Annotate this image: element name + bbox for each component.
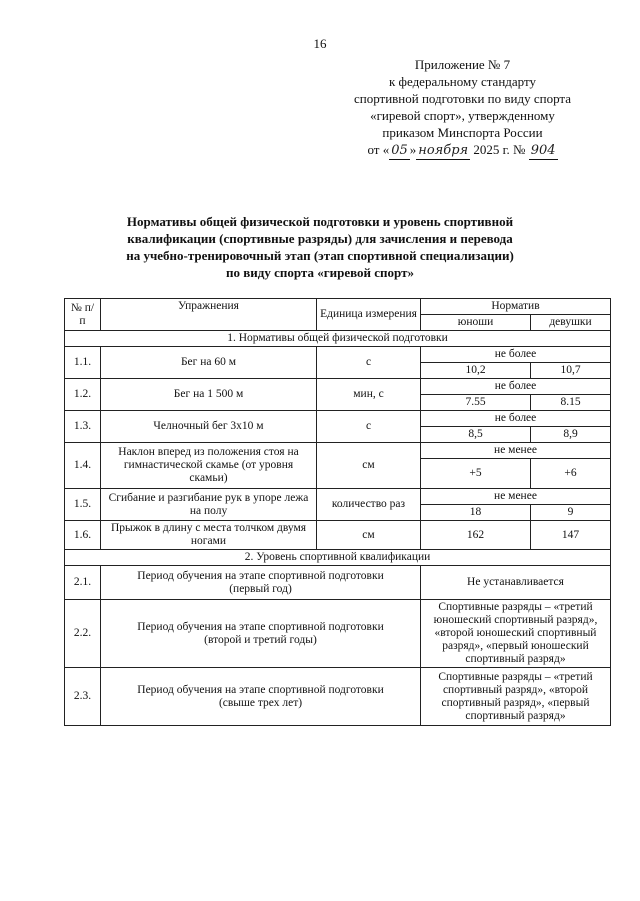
table-row bbox=[65, 489, 611, 505]
row-num: 1.1. bbox=[65, 347, 101, 379]
row-unit: с bbox=[317, 347, 421, 379]
row-num: 1.2. bbox=[65, 379, 101, 411]
section-row bbox=[65, 331, 611, 347]
header-norm: Норматив bbox=[421, 299, 611, 315]
table-row bbox=[65, 566, 611, 600]
header-exercise: Упражнения bbox=[101, 299, 317, 331]
row-exercise: Сгибание и разгибание рук в упоре лежа на полу bbox=[101, 489, 317, 521]
row-exercise: Бег на 60 м bbox=[101, 347, 317, 379]
row-girls: 8,9 bbox=[531, 427, 611, 443]
row-qualification: Спортивные разряды – «третий спортивный разряд», «второй спортивный разряд», «первый спортивный разряд» bbox=[421, 668, 611, 726]
row-num: 1.3. bbox=[65, 411, 101, 443]
norms-table bbox=[64, 298, 611, 726]
row-condition: не более bbox=[421, 379, 611, 395]
row-unit: мин, с bbox=[317, 379, 421, 411]
table-row bbox=[65, 379, 611, 395]
row-boys: 7.55 bbox=[421, 395, 531, 411]
appendix-line: «гиревой спорт», утвержденному bbox=[370, 108, 555, 123]
appendix-line: к федеральному стандарту bbox=[388, 74, 537, 89]
row-boys: +5 bbox=[421, 459, 531, 489]
row-qualification: Не устанавливается bbox=[421, 566, 611, 600]
date-mid: » bbox=[409, 142, 417, 157]
title-line: квалификации (спортивные разряды) для зачисления и перевода bbox=[127, 231, 513, 246]
header-girls: девушки bbox=[531, 315, 611, 331]
row-period: Период обучения на этапе спортивной подготовки (второй и третий годы) bbox=[101, 600, 421, 668]
table-row bbox=[65, 411, 611, 427]
section-title: 1. Нормативы общей физической подготовки bbox=[65, 331, 611, 347]
title-line: Нормативы общей физической подготовки и уровень спортивной bbox=[126, 214, 514, 229]
section-title: 2. Уровень спортивной квалификации bbox=[65, 550, 611, 566]
row-girls: +6 bbox=[531, 459, 611, 489]
row-unit: с bbox=[317, 411, 421, 443]
appendix-block bbox=[330, 56, 595, 160]
row-num: 1.5. bbox=[65, 489, 101, 521]
row-boys: 162 bbox=[421, 521, 531, 550]
row-exercise: Наклон вперед из положения стоя на гимнастической скамье (от уровня скамьи) bbox=[101, 443, 317, 489]
header-unit: Единица измерения bbox=[317, 299, 421, 331]
header-num: № п/п bbox=[65, 299, 101, 331]
row-boys: 10,2 bbox=[421, 363, 531, 379]
title-line: на учебно-тренировочный этап (этап спортивной специализации) bbox=[126, 248, 514, 263]
row-num: 2.3. bbox=[65, 668, 101, 726]
page-number: 16 bbox=[313, 36, 327, 51]
row-boys: 18 bbox=[421, 505, 531, 521]
appendix-line: приказом Минспорта России bbox=[382, 125, 543, 140]
row-unit: количество раз bbox=[317, 489, 421, 521]
row-boys: 8,5 bbox=[421, 427, 531, 443]
row-girls: 9 bbox=[531, 505, 611, 521]
appendix-line: Приложение № 7 bbox=[414, 57, 511, 72]
row-exercise: Бег на 1 500 м bbox=[101, 379, 317, 411]
date-year: 2025 г. № bbox=[473, 142, 526, 157]
row-period: Период обучения на этапе спортивной подготовки (первый год) bbox=[101, 566, 421, 600]
row-num: 1.4. bbox=[65, 443, 101, 489]
handwritten-day: 05 bbox=[391, 143, 408, 158]
table-row bbox=[65, 668, 611, 726]
row-condition: не менее bbox=[421, 443, 611, 459]
row-condition: не более bbox=[421, 411, 611, 427]
handwritten-number: 904 bbox=[530, 143, 556, 158]
row-girls: 8.15 bbox=[531, 395, 611, 411]
row-girls: 10,7 bbox=[531, 363, 611, 379]
table-row bbox=[65, 600, 611, 668]
section-row bbox=[65, 550, 611, 566]
row-period: Период обучения на этапе спортивной подготовки (свыше трех лет) bbox=[101, 668, 421, 726]
row-num: 2.1. bbox=[65, 566, 101, 600]
row-num: 2.2. bbox=[65, 600, 101, 668]
header-boys: юноши bbox=[421, 315, 531, 331]
table-header-row bbox=[65, 299, 611, 315]
row-condition: не менее bbox=[421, 489, 611, 505]
document-title bbox=[80, 213, 560, 281]
title-line: по виду спорта «гиревой спорт» bbox=[226, 265, 414, 280]
row-num: 1.6. bbox=[65, 521, 101, 550]
row-unit: см bbox=[317, 443, 421, 489]
appendix-line: спортивной подготовки по виду спорта bbox=[353, 91, 572, 106]
row-qualification: Спортивные разряды – «третий юношеский спортивный разряд», «второй юношеский спортивный разряд», «первый юношеский спортивный разряд» bbox=[421, 600, 611, 668]
table-row bbox=[65, 347, 611, 363]
row-exercise: Прыжок в длину с места толчком двумя ногами bbox=[101, 521, 317, 550]
handwritten-month: ноября bbox=[418, 143, 469, 158]
row-unit: см bbox=[317, 521, 421, 550]
table-row bbox=[65, 443, 611, 459]
date-prefix: от « bbox=[367, 142, 390, 157]
order-date-line bbox=[330, 141, 595, 160]
row-condition: не более bbox=[421, 347, 611, 363]
row-exercise: Челночный бег 3х10 м bbox=[101, 411, 317, 443]
table-row bbox=[65, 521, 611, 550]
row-girls: 147 bbox=[531, 521, 611, 550]
